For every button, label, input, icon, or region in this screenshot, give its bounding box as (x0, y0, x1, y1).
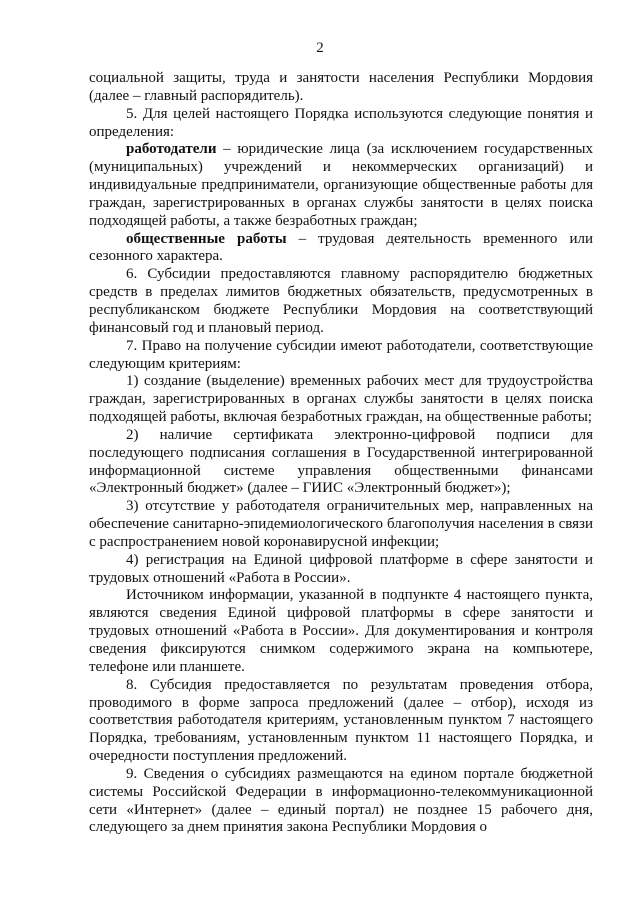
document-body (89, 70, 593, 837)
paragraph-9: 9. Сведения о субсидиях размещаются на едином портале бюджетной системы Российской Федерации в информационно-телекоммуникационной сети «Интернет» (далее – единый портал) не позднее 15 рабочего дня, следующего за днем принятия закона Республики Мордовия о (89, 765, 593, 836)
paragraph-continuation: социальной защиты, труда и занятости населения Республики Мордовия (далее – главный распорядитель). (89, 70, 593, 104)
paragraph-5: 5. Для целей настоящего Порядка используются следующие понятия и определения: (89, 105, 593, 140)
term-employers: работодатели (126, 141, 217, 158)
paragraph-6: 6. Субсидии предоставляются главному распорядителю бюджетных средств в пределах лимитов бюджетных обязательств, предусмотренных в республиканском бюджете Республики Мордовия на соответствующий финансовый год и плановый период. (89, 266, 593, 336)
page-number: 2 (316, 40, 324, 56)
definition-employers: работодатели – юридические лица (за исключением государственных (муниципальных) учреждений и некоммерческих организаций) и индивидуальные предприниматели, организующие общественные работы для граждан, зарегистрированных в органах службы занятости в целях поиска подходящей работы, а также безработных граждан; (89, 141, 593, 229)
definition-public-works: общественные работы – трудовая деятельность временного или сезонного характера. (89, 230, 593, 265)
criterion-2: 2) наличие сертификата электронно-цифровой подписи для последующего подписания соглашения в Государственной интегрированной информационной системе управления общественными финансами «Электронный бюджет» (далее – ГИИС «Электронный бюджет»); (89, 426, 593, 497)
criterion-4: 4) регистрация на Единой цифровой платформе в сфере занятости и трудовых отношений «Работа в России». (89, 551, 593, 586)
term-public-works: общественные работы (126, 230, 287, 247)
information-source-paragraph: Источником информации, указанной в подпункте 4 настоящего пункта, являются сведения Единой цифровой платформы в сфере занятости и трудовых отношений «Работа в России». Для документирования и контроля сведения фиксируются снимком содержимого экрана на компьютере, телефоне или планшете. (89, 587, 593, 675)
paragraph-8: 8. Субсидия предоставляется по результатам проведения отбора, проводимого в форме запроса предложений (далее – отбор), исходя из соответствия работодателя критериям, установленным пунктом 7 настоящего Порядка, требованиям, установленным пунктом 11 настоящего Порядка, и очередности поступления предложений. (89, 676, 593, 765)
criterion-1: 1) создание (выделение) временных рабочих мест для трудоустройства граждан, зарегистрированных в органах службы занятости в целях поиска подходящей работы, включая безработных граждан, на общественные работы; (89, 373, 593, 426)
paragraph-7: 7. Право на получение субсидии имеют работодатели, соответствующие следующим критериям: (89, 337, 593, 372)
criterion-3: 3) отсутствие у работодателя ограничительных мер, направленных на обеспечение санитарно-эпидемиологического благополучия населения в связи с распространением новой коронавирусной инфекции; (89, 498, 593, 550)
